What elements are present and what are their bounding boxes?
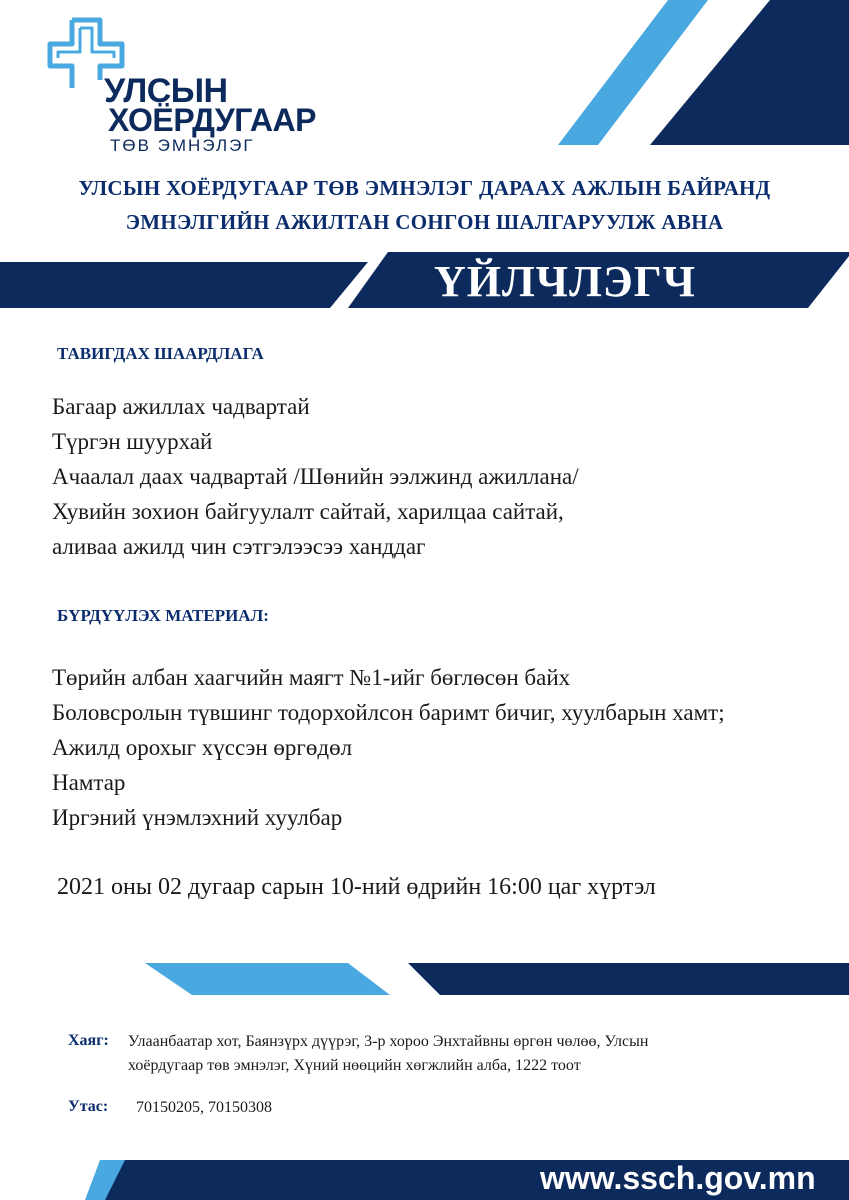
address-line-1: Улаанбаатар хот, Баянзүрх дүүрэг, 3-р хороо Энхтайвны өргөн чөлөө, Улсын (128, 1033, 649, 1050)
phone-value: 70150205, 70150308 (136, 1099, 272, 1116)
website-link[interactable]: www.ssch.gov.mn (540, 1160, 816, 1196)
material-item: Ажилд орохыг хүссэн өргөдөл (52, 735, 353, 760)
requirement-item: Ачаалал даах чадвартай /Шөнийн ээлжинд ажиллана/ (52, 464, 579, 489)
headline-line-1: УЛСЫН ХОЁРДУГААР ТӨВ ЭМНЭЛЭГ ДАРААХ АЖЛЫН БАЙРАНД (78, 176, 771, 200)
requirement-item: Хувийн зохион байгуулалт сайтай, харилцаа сайтай, (52, 499, 564, 524)
address-label: Хаяг: (68, 1032, 109, 1049)
address-line-2: хоёрдугаар төв эмнэлэг, Хүний нөөцийн хөгжлийн алба, 1222 тоот (128, 1057, 581, 1074)
logo-line-3: ТӨВ ЭМНЭЛЭГ (110, 136, 255, 155)
requirement-item: аливаа ажилд чин сэтгэлээсээ ханддаг (52, 534, 426, 559)
logo-line-2: ХОЁРДУГААР (108, 102, 316, 138)
position-title: ҮЙЛЧЛЭГЧ (434, 257, 696, 306)
materials-title: БҮРДҮҮЛЭХ МАТЕРИАЛ: (57, 606, 269, 625)
logo-line-1: УЛСЫН (104, 72, 228, 110)
lower-navy-stripe (408, 963, 849, 995)
material-item: Боловсролын түвшинг тодорхойлсон баримт бичиг, хуулбарын хамт; (52, 700, 725, 725)
headline-line-2: ЭМНЭЛГИЙН АЖИЛТАН СОНГОН ШАЛГАРУУЛЖ АВНА (125, 210, 724, 234)
phone-label: Утас: (68, 1098, 109, 1115)
deadline-text: 2021 оны 02 дугаар сарын 10-ний өдрийн 16:00 цаг хүртэл (57, 874, 656, 900)
material-item: Иргэний үнэмлэхний хуулбар (52, 805, 343, 830)
requirements-title: ТАВИГДАХ ШААРДЛАГА (57, 344, 264, 363)
material-item: Намтар (52, 770, 126, 795)
requirement-item: Багаар ажиллах чадвартай (52, 394, 310, 419)
lower-light-stripe (145, 963, 390, 995)
material-item: Төрийн албан хаагчийн маягт №1-ийг бөглөсөн байх (52, 665, 571, 690)
requirement-item: Түргэн шуурхай (52, 429, 213, 454)
banner-left-navy (0, 262, 368, 308)
